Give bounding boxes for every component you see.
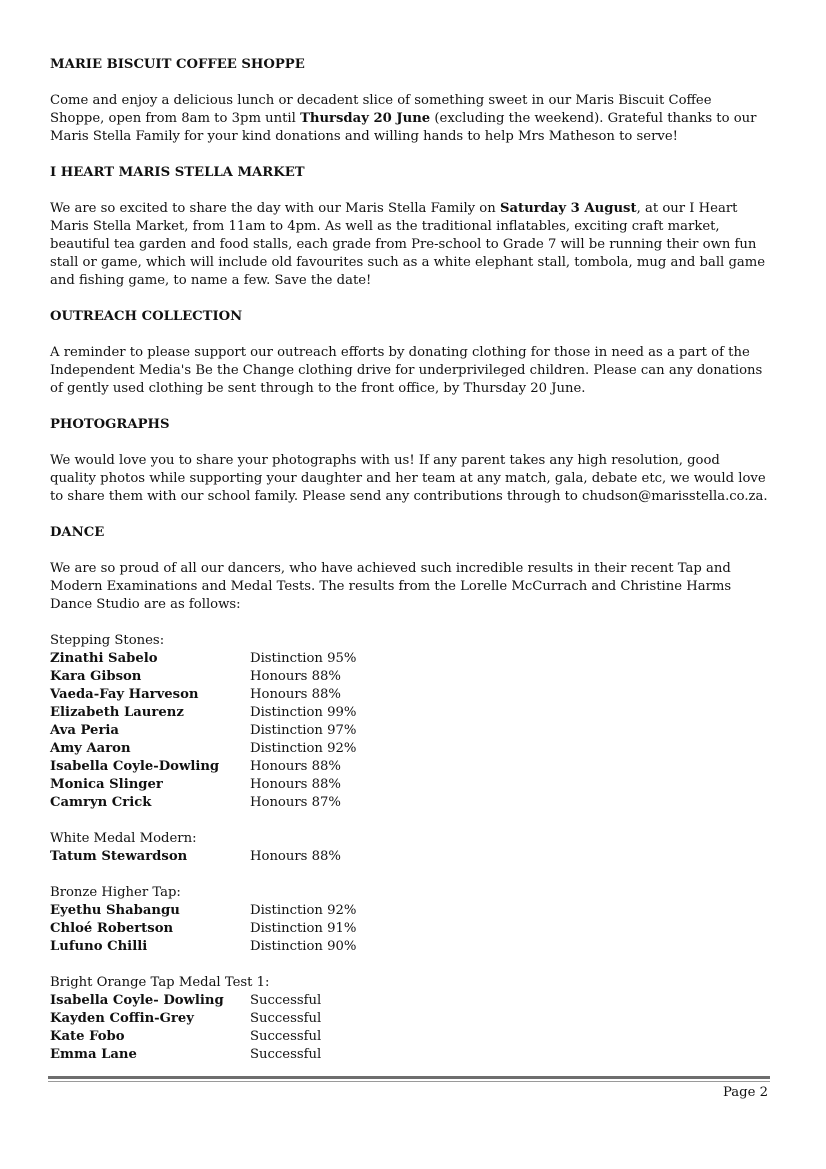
result-row <box>50 848 770 866</box>
dancer-name: Amy Aaron <box>50 741 131 756</box>
results-group <box>50 974 770 1064</box>
outreach-heading: OUTREACH COLLECTION <box>50 309 243 324</box>
dance-results <box>50 632 770 1064</box>
dancer-name: Elizabeth Laurenz <box>50 705 184 720</box>
dancer-name: Vaeda-Fay Harveson <box>50 687 199 702</box>
result-row <box>50 794 770 812</box>
dancer-name: Eyethu Shabangu <box>50 903 180 918</box>
dancer-result: Distinction 92% <box>250 903 357 918</box>
results-group-title: White Medal Modern: <box>50 831 197 846</box>
dancer-result: Successful <box>250 993 322 1008</box>
dancer-result: Successful <box>250 1047 322 1062</box>
dancer-name: Kate Fobo <box>50 1029 125 1044</box>
page-number: Page 2 <box>723 1085 768 1100</box>
dancer-name: Ava Peria <box>50 723 119 738</box>
photographs-heading: PHOTOGRAPHS <box>50 417 170 432</box>
result-row <box>50 722 770 740</box>
results-group <box>50 632 770 812</box>
market-date: Saturday 3 August <box>499 201 637 216</box>
dancer-name: Isabella Coyle- Dowling <box>50 993 224 1008</box>
result-row <box>50 650 770 668</box>
result-row <box>50 902 770 920</box>
dancer-result: Distinction 90% <box>250 939 357 954</box>
result-row <box>50 920 770 938</box>
results-group-title: Stepping Stones: <box>50 633 165 648</box>
dancer-result: Distinction 95% <box>250 651 357 666</box>
results-group <box>50 884 770 956</box>
dancer-name: Tatum Stewardson <box>50 849 188 864</box>
results-group-title: Bright Orange Tap Medal Test 1: <box>50 975 270 990</box>
coffee-text-a: Come and enjoy a delicious lunch or decadent slice of something sweet in our Maris Biscuit Coffee Shoppe, open from 8am to 3pm until <box>50 93 712 126</box>
photographs-paragraph: We would love you to share your photographs with us! If any parent takes any high resolution, good quality photos while supporting your daughter and her team at any match, gala, debate etc, we would love to share them with our school family. Please send any contributions through to chudson@marisstella.co.za. <box>50 453 768 504</box>
dancer-result: Honours 88% <box>250 849 341 864</box>
coffee-heading: MARIE BISCUIT COFFEE SHOPPE <box>50 57 305 72</box>
dancer-name: Kara Gibson <box>50 669 142 684</box>
dancer-name: Kayden Coffin-Grey <box>50 1011 194 1026</box>
outreach-paragraph: A reminder to please support our outreach efforts by donating clothing for those in need as a part of the Independent Media's Be the Change clothing drive for underprivileged children. Please can any donations of gently used clothing be sent through to the front office, by Thursday 20 June. <box>50 345 763 396</box>
result-row <box>50 758 770 776</box>
result-row <box>50 740 770 758</box>
result-row <box>50 1010 770 1028</box>
dancer-result: Honours 88% <box>250 669 341 684</box>
dancer-result: Distinction 97% <box>250 723 357 738</box>
dancer-name: Camryn Crick <box>50 795 152 810</box>
dancer-name: Monica Slinger <box>50 777 163 792</box>
results-group <box>50 830 770 866</box>
market-paragraph <box>50 200 770 290</box>
dancer-result: Honours 88% <box>250 759 341 774</box>
dancer-name: Emma Lane <box>50 1047 137 1062</box>
result-row <box>50 938 770 956</box>
dancer-name: Chloé Robertson <box>50 921 174 936</box>
results-group-title: Bronze Higher Tap: <box>50 885 181 900</box>
result-row <box>50 704 770 722</box>
result-row <box>50 668 770 686</box>
dance-intro: We are so proud of all our dancers, who have achieved such incredible results in their recent Tap and Modern Examinations and Medal Tests. The results from the Lorelle McCurrach and Christine Harms Dance Studio are as follows: <box>50 561 732 612</box>
result-row <box>50 1046 770 1064</box>
coffee-date: Thursday 20 June <box>300 111 431 126</box>
coffee-text-c: (excluding the weekend). Grateful thanks to our Maris Stella Family for your kind donations and willing hands to help Mrs Matheson to serve! <box>50 111 757 144</box>
coffee-paragraph <box>50 92 770 146</box>
market-heading: I HEART MARIS STELLA MARKET <box>50 165 305 180</box>
result-row <box>50 776 770 794</box>
footer-line-thick <box>48 1076 770 1079</box>
dancer-result: Honours 87% <box>250 795 341 810</box>
result-row <box>50 1028 770 1046</box>
dancer-result: Successful <box>250 1029 322 1044</box>
dancer-result: Distinction 91% <box>250 921 357 936</box>
dancer-result: Honours 88% <box>250 777 341 792</box>
document-page <box>50 56 770 1082</box>
dancer-result: Distinction 99% <box>250 705 357 720</box>
result-row <box>50 992 770 1010</box>
dancer-name: Isabella Coyle-Dowling <box>50 759 220 774</box>
result-row <box>50 686 770 704</box>
dance-heading: DANCE <box>50 525 105 540</box>
dancer-name: Lufuno Chilli <box>50 939 148 954</box>
footer-divider <box>48 1076 770 1082</box>
footer-line-thin <box>48 1081 770 1082</box>
dancer-result: Honours 88% <box>250 687 341 702</box>
dancer-name: Zinathi Sabelo <box>50 651 158 666</box>
dancer-result: Successful <box>250 1011 322 1026</box>
market-text-a: We are so excited to share the day with our Maris Stella Family on <box>50 201 500 216</box>
market-text-c: , at our I Heart Maris Stella Market, from 11am to 4pm. As well as the traditional inflatables, exciting craft market, beautiful tea garden and food stalls, each grade from Pre-school to Grade 7 will be running their own fun stall or game, which will include old favourites such as a white elephant stall, tombola, mug and ball game and fishing game, to name a few. Save the date! <box>50 201 766 288</box>
dancer-result: Distinction 92% <box>250 741 357 756</box>
